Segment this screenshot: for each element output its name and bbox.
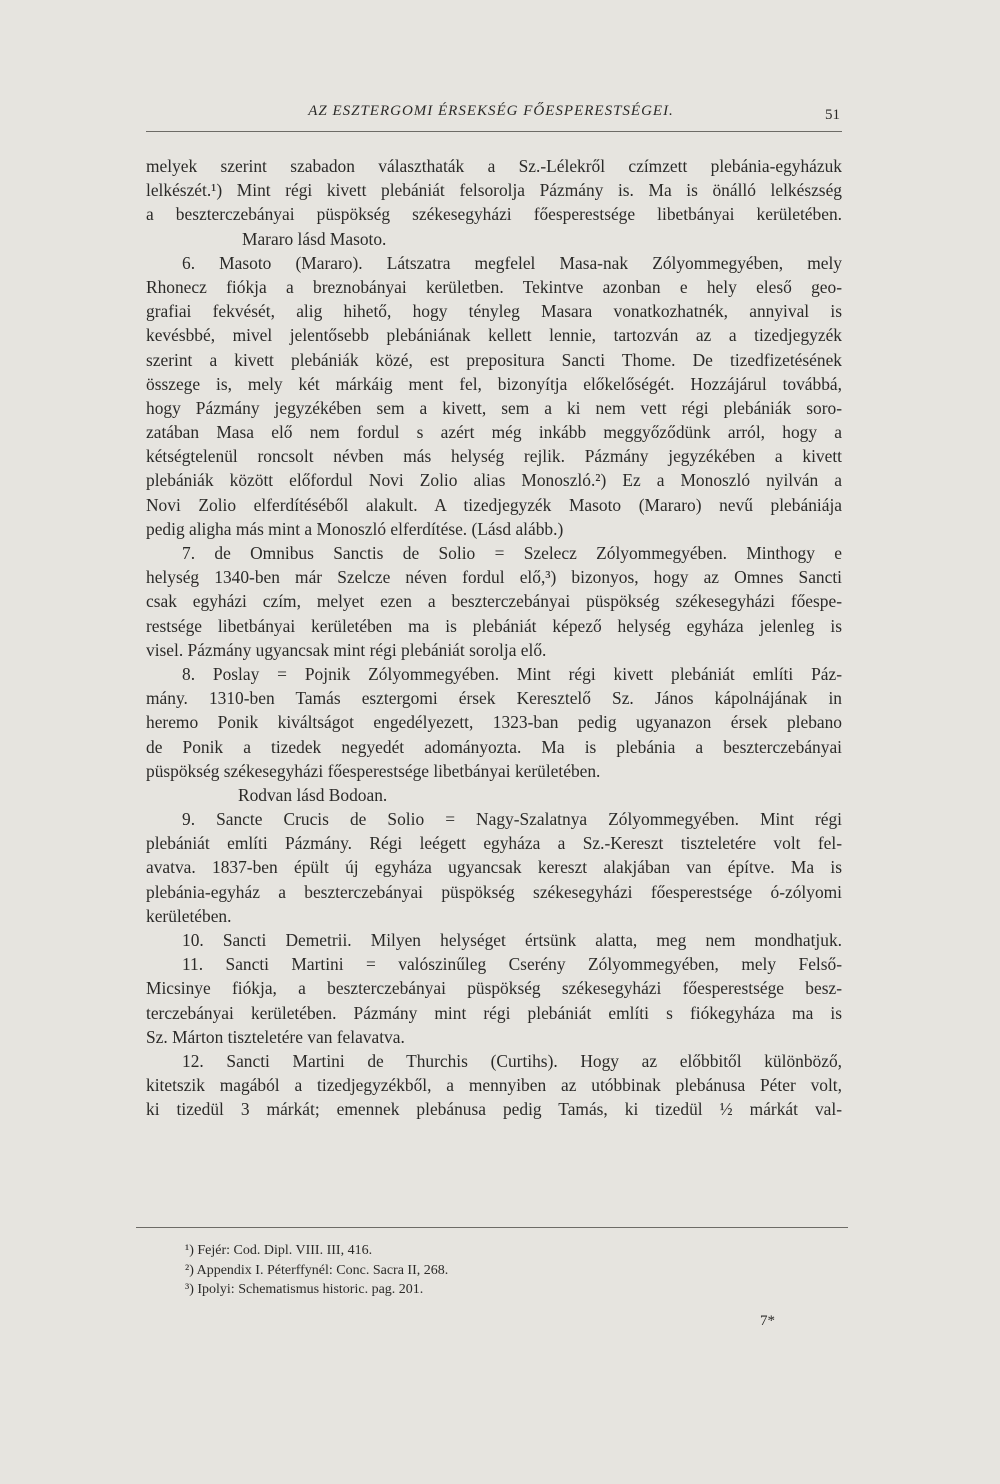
- text-line: 10. Sancti Demetrii. Milyen helységet értsünk alatta, meg nem mondhatjuk.: [182, 930, 842, 950]
- text-line: összege is, mely két márkáig ment fel, bizonyítja előkelőségét. Hozzájárul továbbá,: [146, 373, 842, 394]
- text-line: restsége libetbányai kerületében ma is plebániát képező helység egyháza jelenleg is: [146, 615, 842, 636]
- text-line: kétségtelenül roncsolt névben más helység rejlik. Pázmány jegyzékében a kivett: [146, 446, 842, 467]
- text-line: szerint a kivett plebániák közé, est prepositura Sancti Thome. De tizedfizetésének: [146, 349, 842, 370]
- text-line: visel. Pázmány ugyancsak mint régi plebániát sorolja elő.: [146, 639, 547, 660]
- text-line: 12. Sancti Martini de Thurchis (Curtihs). Hogy az előbbitől különböző,: [182, 1050, 842, 1071]
- header-rule: [146, 131, 842, 132]
- text-line: Rhonecz fiókja a breznobányai kerületben. Tekintve azonban e hely eleső geo-: [146, 276, 842, 297]
- footnotes: [185, 1241, 785, 1300]
- text-line: plebániát említi Pázmány. Régi leégett egyháza a Sz.-Kereszt tiszteletére volt fel-: [146, 833, 842, 854]
- text-line: grafiai fekvését, alig hihető, hogy tényleg Masara vonatkozhatnék, annyival is: [146, 301, 842, 322]
- footnote: ¹) Fejér: Cod. Dipl. VIII. III, 416.: [185, 1243, 373, 1258]
- running-head: AZ ESZTERGOMI ÉRSEKSÉG FŐESPERESTSÉGEI.: [308, 103, 674, 119]
- text-line: pedig aligha más mint a Monoszló elferdítése. (Lásd alább.): [146, 518, 564, 539]
- text-line: terczebányai kerületében. Pázmány mint régi plebániát említi s fiókegyháza ma is: [146, 1002, 842, 1023]
- text-line: mány. 1310-ben Tamás esztergomi érsek Keresztelő Sz. János kápolnájának in: [146, 688, 842, 709]
- text-line: heremo Ponik kiváltságot engedélyezett, 1323-ban pedig ugyanazon érsek plebano: [146, 712, 842, 733]
- text-line: 6. Masoto (Mararo). Látszatra megfelel Masa-nak Zólyommegyében, mely: [182, 252, 842, 273]
- text-line: de Ponik a tizedek negyedét adományozta. Ma is plebánia a beszterczebányai: [146, 736, 842, 757]
- text-line: püspökség székesegyházi főesperestsége libetbányai kerületében.: [146, 760, 601, 781]
- text-line: a beszterczebányai püspökség székesegyházi főesperestsége libetbányai kerületében.: [146, 204, 842, 225]
- text-line: kitetszik magából a tizedjegyzékből, a mennyiben az utóbbinak plebánusa Péter volt,: [146, 1075, 842, 1096]
- text-line: zatában Masa elő nem fordul s azért még inkább meggyőződünk arról, hogy a: [146, 422, 842, 443]
- footnote: ³) Ipolyi: Schematismus historic. pag. 201.: [185, 1282, 424, 1297]
- text-line: kevésbbé, mivel jelentősebb plebániának kellett lennie, tartozván az a tizedjegyzék: [146, 325, 842, 346]
- text-line: 8. Poslay = Pojnik Zólyommegyében. Mint régi kivett plebániát említi Páz-: [182, 663, 842, 684]
- text-line: 11. Sancti Martini = valószinűleg Cserény Zólyommegyében, mely Felső-: [182, 954, 842, 975]
- text-line: helység 1340-ben már Szelcze néven fordul elő,³) bizonyos, hogy az Omnes Sancti: [146, 567, 842, 588]
- text-line: Rodvan lásd Bodoan.: [238, 784, 388, 805]
- text-line: 7. de Omnibus Sanctis de Solio = Szelecz Zólyommegyében. Minthogy e: [182, 543, 842, 563]
- footnote-rule: [136, 1227, 848, 1228]
- text-line: hogy Pázmány jegyzékében sem a kivett, sem a ki nem vett régi plebániák soro-: [146, 397, 842, 418]
- text-line: melyek szerint szabadon választhaták a Sz.-Lélekről czímzett plebánia-egyházuk: [146, 156, 842, 176]
- text-line: Mararo lásd Masoto.: [242, 228, 387, 249]
- body-text: [146, 154, 842, 1122]
- text-line: kerületében.: [146, 905, 232, 926]
- footnote: ²) Appendix I. Péterffynél: Conc. Sacra II, 268.: [185, 1262, 449, 1278]
- signature-mark: 7*: [760, 1313, 775, 1329]
- text-line: plebániák között előfordul Novi Zolio alias Monoszló.²) Ez a Monoszló nyilván a: [146, 470, 842, 491]
- text-line: Novi Zolio elferdítéséből alakult. A tizedjegyzék Masoto (Mararo) nevű plebániája: [146, 494, 842, 515]
- page-number: 51: [825, 107, 840, 123]
- text-line: Sz. Márton tiszteletére van felavatva.: [146, 1026, 405, 1047]
- text-line: Micsinye fiókja, a beszterczebányai püspökség székesegyházi főesperestsége besz-: [146, 978, 842, 999]
- text-line: csak egyházi czím, melyet ezen a beszterczebányai püspökség székesegyházi főespe-: [146, 591, 842, 612]
- text-line: 9. Sancte Crucis de Solio = Nagy-Szalatnya Zólyommegyében. Mint régi: [182, 809, 842, 830]
- text-line: plebánia-egyház a beszterczebányai püspökség székesegyházi főesperestsége ó-zólyomi: [146, 881, 842, 902]
- text-line: avatva. 1837-ben épült új egyháza ugyancsak kereszt alakjában van építve. Ma is: [146, 857, 842, 878]
- text-line: ki tizedül 3 márkát; emennek plebánusa pedig Tamás, ki tizedül ½ márkát val-: [146, 1099, 842, 1120]
- text-line: lelkészét.¹) Mint régi kivett plebániát felsorolja Pázmány is. Ma is önálló lelkészség: [146, 180, 842, 201]
